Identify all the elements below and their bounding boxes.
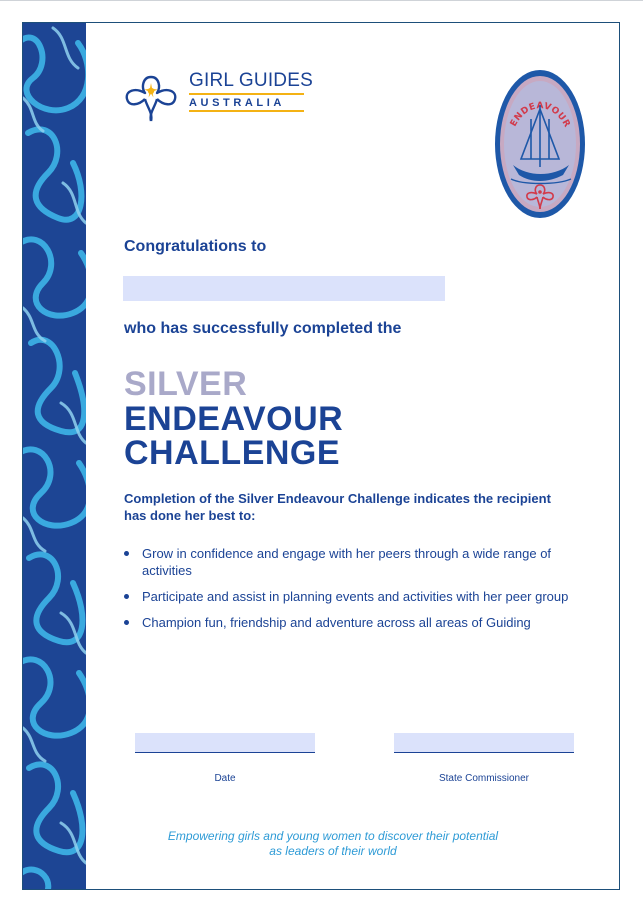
logo-rule-bottom bbox=[189, 110, 304, 112]
endeavour-badge-icon bbox=[493, 67, 587, 221]
date-label: Date bbox=[214, 773, 236, 784]
bullet-icon bbox=[124, 594, 129, 599]
logo-wordmark bbox=[189, 70, 313, 112]
tagline: Empowering girls and young women to discover their potential as leaders of their world bbox=[167, 829, 499, 858]
challenge-title-line-2: CHALLENGE bbox=[124, 434, 341, 472]
organisation-name-line-1: GIRL GUIDES bbox=[189, 70, 313, 91]
completed-text: who has successfully completed the bbox=[124, 320, 402, 337]
outcome-text: Participate and assist in planning events and activities with her peer group bbox=[142, 589, 569, 604]
bullet-icon bbox=[124, 620, 129, 625]
state-commissioner-label: State Commissioner bbox=[438, 773, 530, 784]
bullet-icon bbox=[124, 551, 129, 556]
outcome-item bbox=[124, 614, 574, 631]
recipient-name-field[interactable] bbox=[123, 276, 445, 301]
outcome-text: Grow in confidence and engage with her peers through a wide range of activities bbox=[142, 546, 552, 578]
decorative-side-band bbox=[23, 23, 86, 889]
squiggle-pattern bbox=[23, 23, 86, 889]
logo-rule bbox=[189, 93, 304, 95]
congratulations-heading: Congratulations to bbox=[124, 238, 267, 255]
page-top-border bbox=[0, 0, 643, 1]
badge-text: ENDEAVOUR bbox=[508, 101, 572, 130]
date-field[interactable] bbox=[135, 733, 315, 753]
challenge-title-line-1: ENDEAVOUR bbox=[124, 400, 344, 438]
organisation-name-line-2: AUSTRALIA bbox=[189, 97, 285, 109]
girl-guides-logo bbox=[123, 67, 313, 127]
certificate-page bbox=[22, 22, 620, 890]
outcome-item bbox=[124, 588, 574, 605]
endeavour-badge bbox=[493, 67, 587, 221]
trefoil-logo-icon bbox=[123, 67, 179, 123]
state-commissioner-signature-field[interactable] bbox=[394, 733, 574, 753]
challenge-level: SILVER bbox=[124, 365, 248, 403]
outcome-item bbox=[124, 545, 574, 579]
outcomes-list bbox=[124, 545, 574, 640]
outcome-text: Champion fun, friendship and adventure across all areas of Guiding bbox=[142, 615, 531, 630]
completion-intro: Completion of the Silver Endeavour Challenge indicates the recipient has done her best to: bbox=[124, 491, 551, 523]
